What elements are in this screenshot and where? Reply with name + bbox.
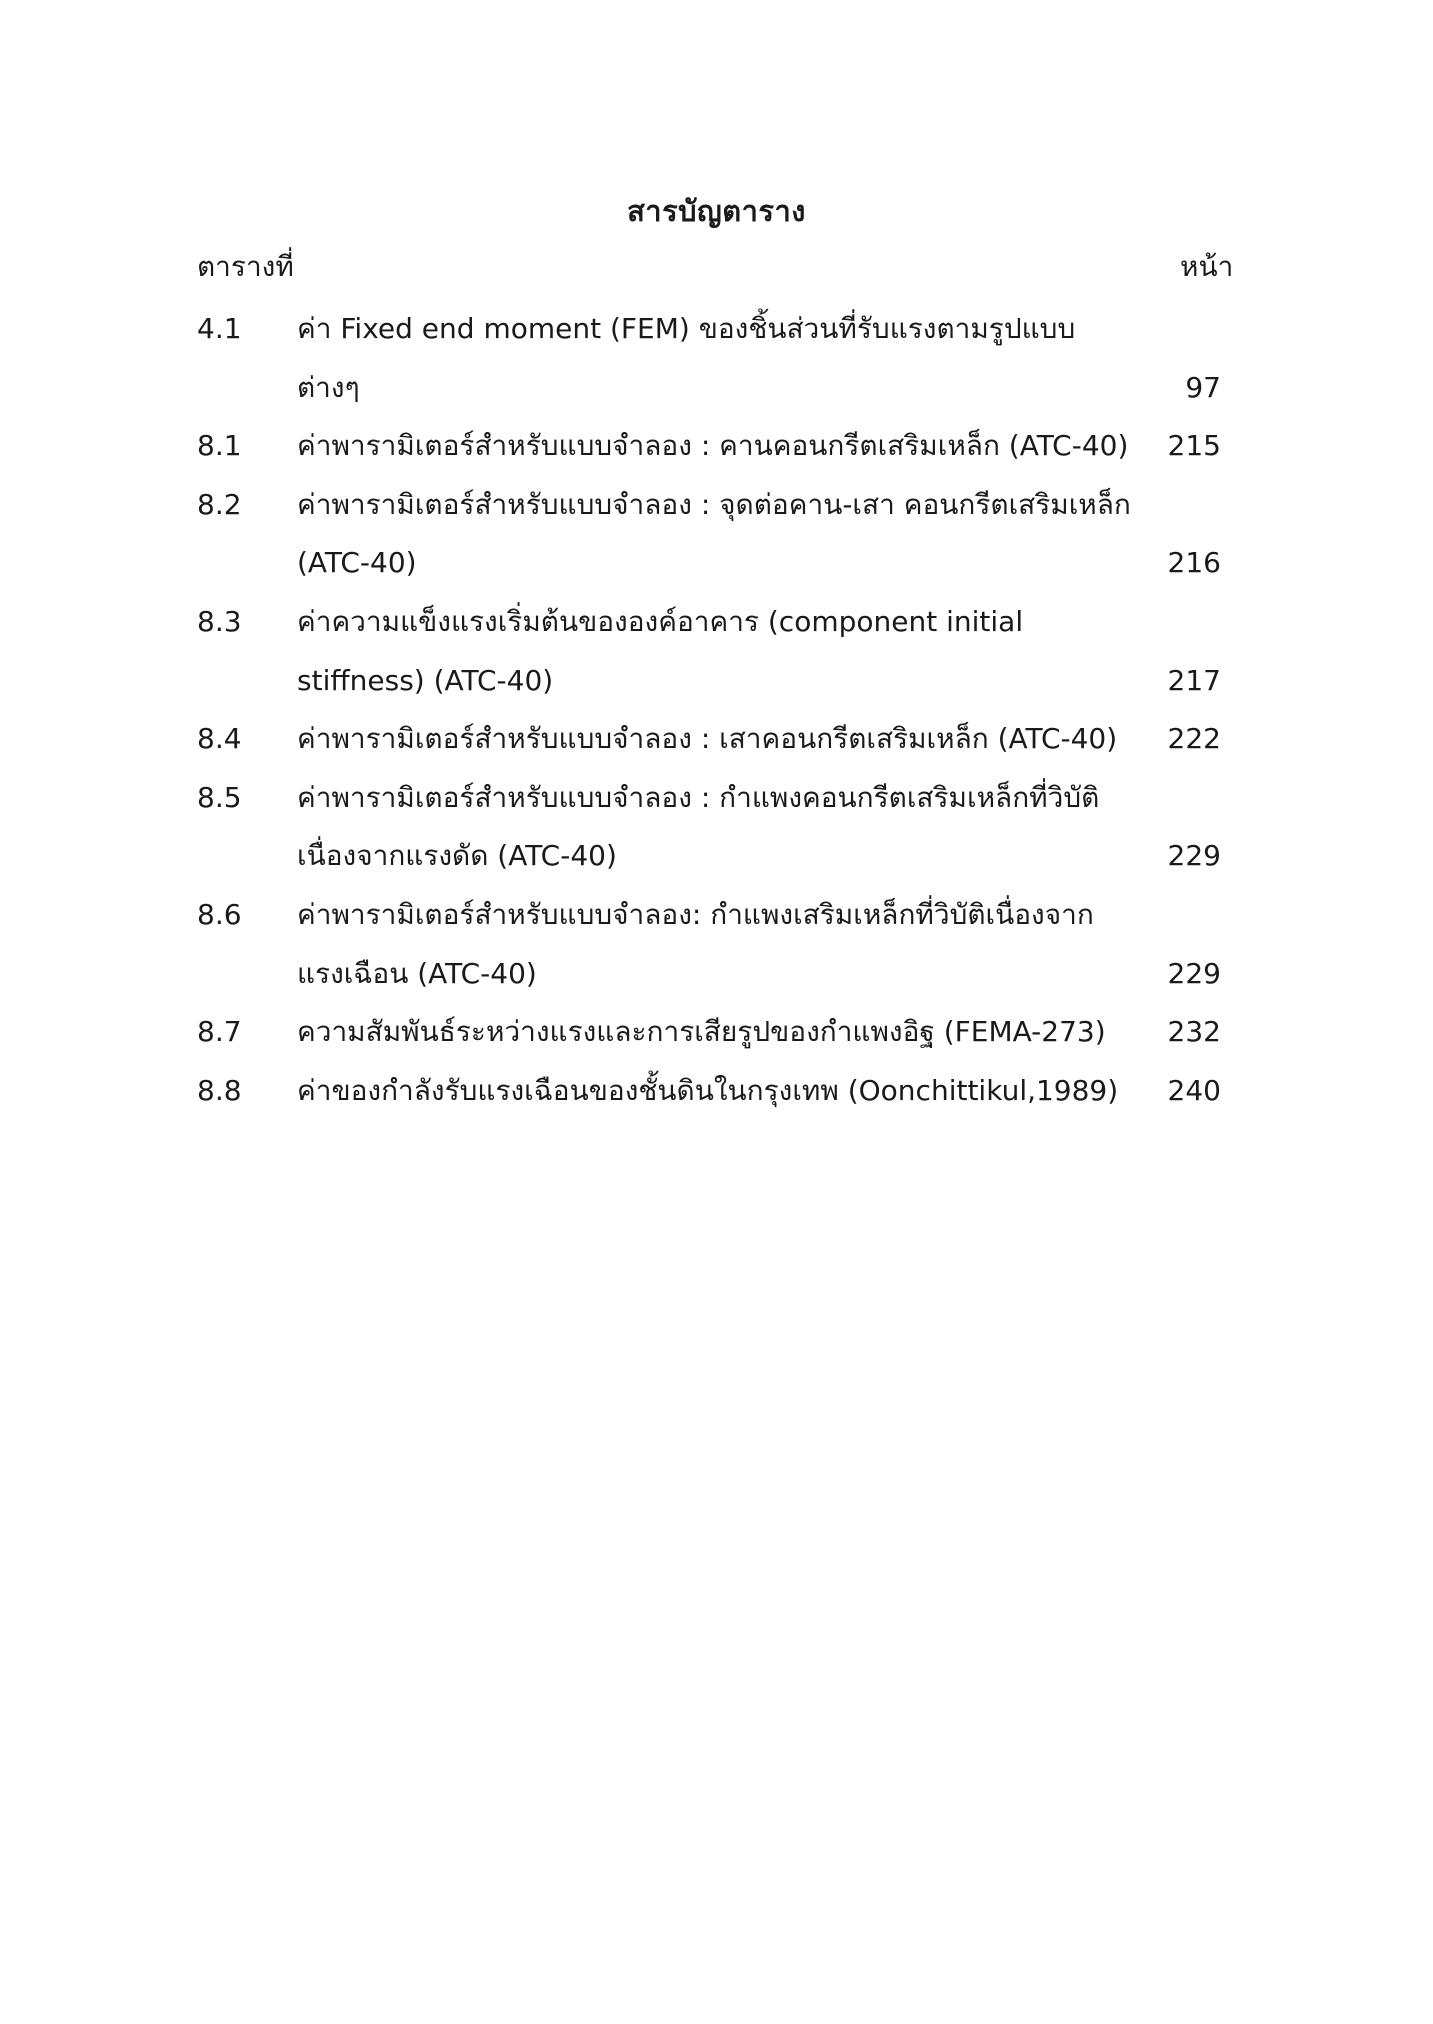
- toc-entry-title: ค่าพารามิเตอร์สำหรับแบบจำลอง : คานคอนกรีตเสริมเหล็ก (ATC-40): [297, 429, 1129, 463]
- toc-entry-title: ค่าของกำลังรับแรงเฉือนของชั้นดินในกรุงเทพ (Oonchittikul,1989): [297, 1073, 1119, 1107]
- toc-entry-number: 8.6: [197, 897, 242, 931]
- toc-entry-number: 8.3: [197, 604, 242, 638]
- page-title: สารบัญตาราง: [627, 194, 806, 228]
- toc-entry-page: 240: [1167, 1073, 1221, 1107]
- toc-entry: [197, 1003, 1247, 1062]
- toc-entry: [197, 593, 1247, 710]
- toc-entry-number: 8.4: [197, 722, 242, 756]
- toc-entry-title: ค่าพารามิเตอร์สำหรับแบบจำลอง : จุดต่อคาน-เสา คอนกรีตเสริมเหล็ก (ATC-40): [297, 487, 1131, 580]
- toc-entry-number: 8.1: [197, 429, 242, 463]
- toc-entry-title: ค่าพารามิเตอร์สำหรับแบบจำลอง : เสาคอนกรีตเสริมเหล็ก (ATC-40): [297, 722, 1118, 756]
- toc-entry-page: 215: [1167, 429, 1221, 463]
- toc-entry-title: ความสัมพันธ์ระหว่างแรงและการเสียรูปของกำแพงอิฐ (FEMA-273): [297, 1015, 1106, 1049]
- toc-entry-number: 8.2: [197, 487, 242, 521]
- toc-entry-title: ค่าพารามิเตอร์สำหรับแบบจำลอง: กำแพงเสริมเหล็กที่วิบัติเนื่องจากแรงเฉือน (ATC-40): [297, 897, 1094, 990]
- table-of-contents-list: [197, 300, 1247, 1120]
- toc-entry-page: 217: [1167, 663, 1221, 697]
- toc-entry: [197, 886, 1247, 1003]
- table-number-column-header: ตารางที่: [197, 250, 294, 283]
- toc-entry-title: ค่า Fixed end moment (FEM) ของชิ้นส่วนที่รับแรงตามรูปแบบต่างๆ: [297, 312, 1076, 404]
- toc-entry-title: ค่าพารามิเตอร์สำหรับแบบจำลอง : กำแพงคอนกรีตเสริมเหล็กที่วิบัติเนื่องจากแรงดัด (ATC-40): [297, 780, 1100, 873]
- toc-entry: [197, 710, 1247, 769]
- toc-entry: [197, 300, 1247, 417]
- toc-entry-number: 4.1: [197, 312, 242, 345]
- toc-entry-page: 216: [1167, 546, 1221, 580]
- toc-entry-number: 8.7: [197, 1015, 242, 1049]
- toc-entry: [197, 476, 1247, 593]
- toc-entry-page: 222: [1167, 722, 1221, 756]
- toc-entry-title: ค่าความแข็งแรงเริ่มต้นขององค์อาคาร (component initial stiffness) (ATC-40): [297, 604, 1024, 697]
- page-column-header: หน้า: [1180, 250, 1234, 283]
- toc-entry: [197, 769, 1247, 886]
- toc-entry: [197, 417, 1247, 476]
- toc-entry-page: 229: [1167, 956, 1221, 990]
- toc-entry-number: 8.5: [197, 780, 242, 814]
- toc-entry: [197, 1062, 1247, 1121]
- toc-entry-page: 97: [1185, 370, 1221, 404]
- toc-entry-page: 229: [1167, 839, 1221, 873]
- toc-entry-number: 8.8: [197, 1073, 242, 1107]
- toc-entry-page: 232: [1167, 1015, 1221, 1049]
